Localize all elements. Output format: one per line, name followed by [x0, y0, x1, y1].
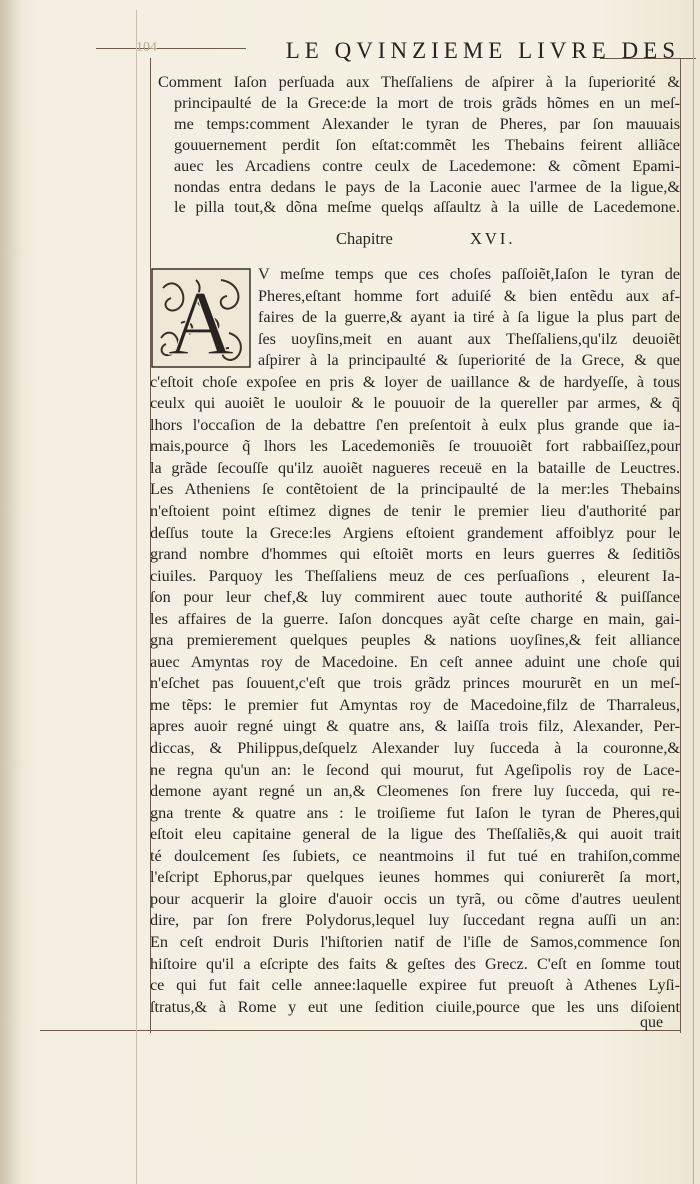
summary-line: gouuernement perdit ſon eſtat:commẽt les Thebains feirent alliãce [174, 135, 680, 154]
summary-line: me temps:comment Alexander le tyran de Pheres, par ſon mauuais [174, 114, 680, 133]
page-number: 104 [136, 40, 157, 55]
body-line: ne regna qu'un an: le ſecond qui mourut, fut Ageſipolis roy de Lace- [150, 760, 680, 779]
body-line: la grãde ſecouſſe qu'ilz auoiẽt nagueres receuë en la bataille de Leuctres. [150, 458, 680, 477]
body-line: En ceſt endroit Duris l'hiſtorien natif de l'iſle de Samos,commence ſon [150, 932, 680, 951]
body-line: l'eſcript Ephorus,par quelques ieunes hommes qui coniurerẽt ſa mort, [150, 868, 680, 887]
text-frame-right [680, 58, 681, 1033]
summary-line: Comment Iaſon perſuada aux Theſſaliens de aſpirer à la ſuperiorité & [158, 73, 680, 91]
summary-line: nondas entra dedans le pays de la Laconie auec l'armee de la ligue,& [174, 177, 680, 196]
page-edge-line [693, 0, 694, 1184]
body-line: hiſtoire qu'il a eſcripte des faits & geſtes des Grecz. C'eſt en ſomme tout [150, 954, 680, 973]
body-line: ceulx qui auoiẽt le uouloir & le pouuoir de la quereller par armes, & q̃ [150, 394, 680, 413]
chapter-number: XVI. [470, 229, 516, 248]
body-line: auec Amyntas roy de Macedoine. En ceſt annee aduint une choſe qui [150, 652, 680, 671]
body-line: ſtratus,& à Rome y eut une ſedition ciuile,pource que les uns diſoient [150, 997, 680, 1016]
summary-line: le pilla tout,& dõna meſme quelqs aſſaultz à la uille de Lacedemone. [174, 198, 680, 217]
body-line: me tẽps: le premier fut Amyntas roy de Macedoine,filz de Tharraleus, [150, 695, 680, 714]
body-line: ſes uoyſins,meit en auant aux Theſſaliens,qu'ilz deuoiẽt [258, 329, 680, 348]
svg-text:A: A [167, 272, 235, 368]
body-line: mais,pource q̃ lhors les Lacedemoniẽs ſe trouuoiẽt fort rabbaiſſez,pour [150, 437, 680, 456]
body-line: demone ayant regné un an,& Cleomenes ſon frere luy ſucceda, qui re- [150, 782, 680, 801]
body-line: ſon pour leur chef,& luy commirent auec toute authorité & puiſſance [150, 588, 680, 607]
body-line: apres auoir regné uingt & quatre ans, & laiſſa trois filz, Alexander, Per- [150, 717, 680, 736]
chapter-summary [150, 72, 680, 218]
body-line: deſſus toute la Grece:les Argiens eſtoient grandement affoiblyz pour le [150, 523, 680, 542]
body-line: diccas, & Philippus,deſquelz Alexander luy ſucceda à la couronne,& [150, 739, 680, 758]
body-line: V meſme temps que ces choſes paſſoiẽt,Iaſon le tyran de [258, 265, 680, 283]
running-head: LE QVINZIEME LIVRE DES [285, 38, 680, 63]
summary-line: principaulté de la Grece:de la mort de trois grãds hõmes en un meſ- [174, 93, 680, 112]
body-line: aſpirer à la principaulté & ſuperiorité de la Grece, & que [258, 351, 680, 370]
body-line: les affaires de la guerre. Iaſon doncques ayãt ceſte charge en main, gai- [150, 609, 680, 628]
body-text [150, 264, 680, 1018]
body-line: gna trente & quatre ans : le troiſieme fut Iaſon le tyran de Pheres,qui [150, 803, 680, 822]
body-line: Les Atheniens ſe contẽtoient de la principaulté de la mer:les Thebains [150, 480, 680, 499]
body-line: lhors l'occaſion de la debattre ſ'en preſentoit à eulx plus grande que ia- [150, 415, 680, 434]
body-line: gna premierement quelques peuples & nations uoyſines,& feit alliance [150, 631, 680, 650]
gutter-shadow [0, 0, 22, 1184]
body-line: grand nombre d'hommes qui eſtoiẽt morts en leurs guerres & ſeditiõs [150, 545, 680, 564]
body-line: Pheres,eſtant homme fort aduiſé & bien entẽdu aux af- [258, 286, 680, 305]
catchword: que [640, 1014, 664, 1031]
body-line: eſtoit eleu capitaine general de la ligue des Theſſaliẽs,& qui auoit trait [150, 825, 680, 844]
summary-line: auec les Arcadiens contre ceulx de Lacedemone: & cõment Epami- [174, 156, 680, 175]
body-line: dire, par ſon frere Polydorus,lequel luy ſuccedant regna auſſi un an: [150, 911, 680, 930]
body-line: faires de la guerre,& ayant ia tiré à ſa ligue la plus part de [258, 308, 680, 327]
body-line: ciuiles. Parquoy les Theſſaliens meuz de ces perſuaſions , eleurent Ia- [150, 566, 680, 585]
body-line: ce qui fut fait celle annee:laquelle expiree fut preuoſt à Athenes Lyſi- [150, 976, 680, 995]
body-line: té doulcement ſes ſubiets, ce neantmoins il fut tué en trahiſon,comme [150, 846, 680, 865]
body-line: c'eſtoit choſe expoſee en pris & loyer de uaillance & de hardyeſſe, à tous [150, 372, 680, 391]
body-line: pour acquerir la gloire d'auoir occis un tyrã, ou cõme d'autres ueulent [150, 889, 680, 908]
body-line: n'eſchet pas ſouuent,c'eſt que trois grãdz princes moururẽt en un meſ- [150, 674, 680, 693]
chapter-word: Chapitre [336, 229, 393, 248]
left-margin-line [136, 10, 137, 1184]
body-line: n'eſtoient point eſtimez dignes de tenir le premier lieu d'authorité par [150, 502, 680, 521]
